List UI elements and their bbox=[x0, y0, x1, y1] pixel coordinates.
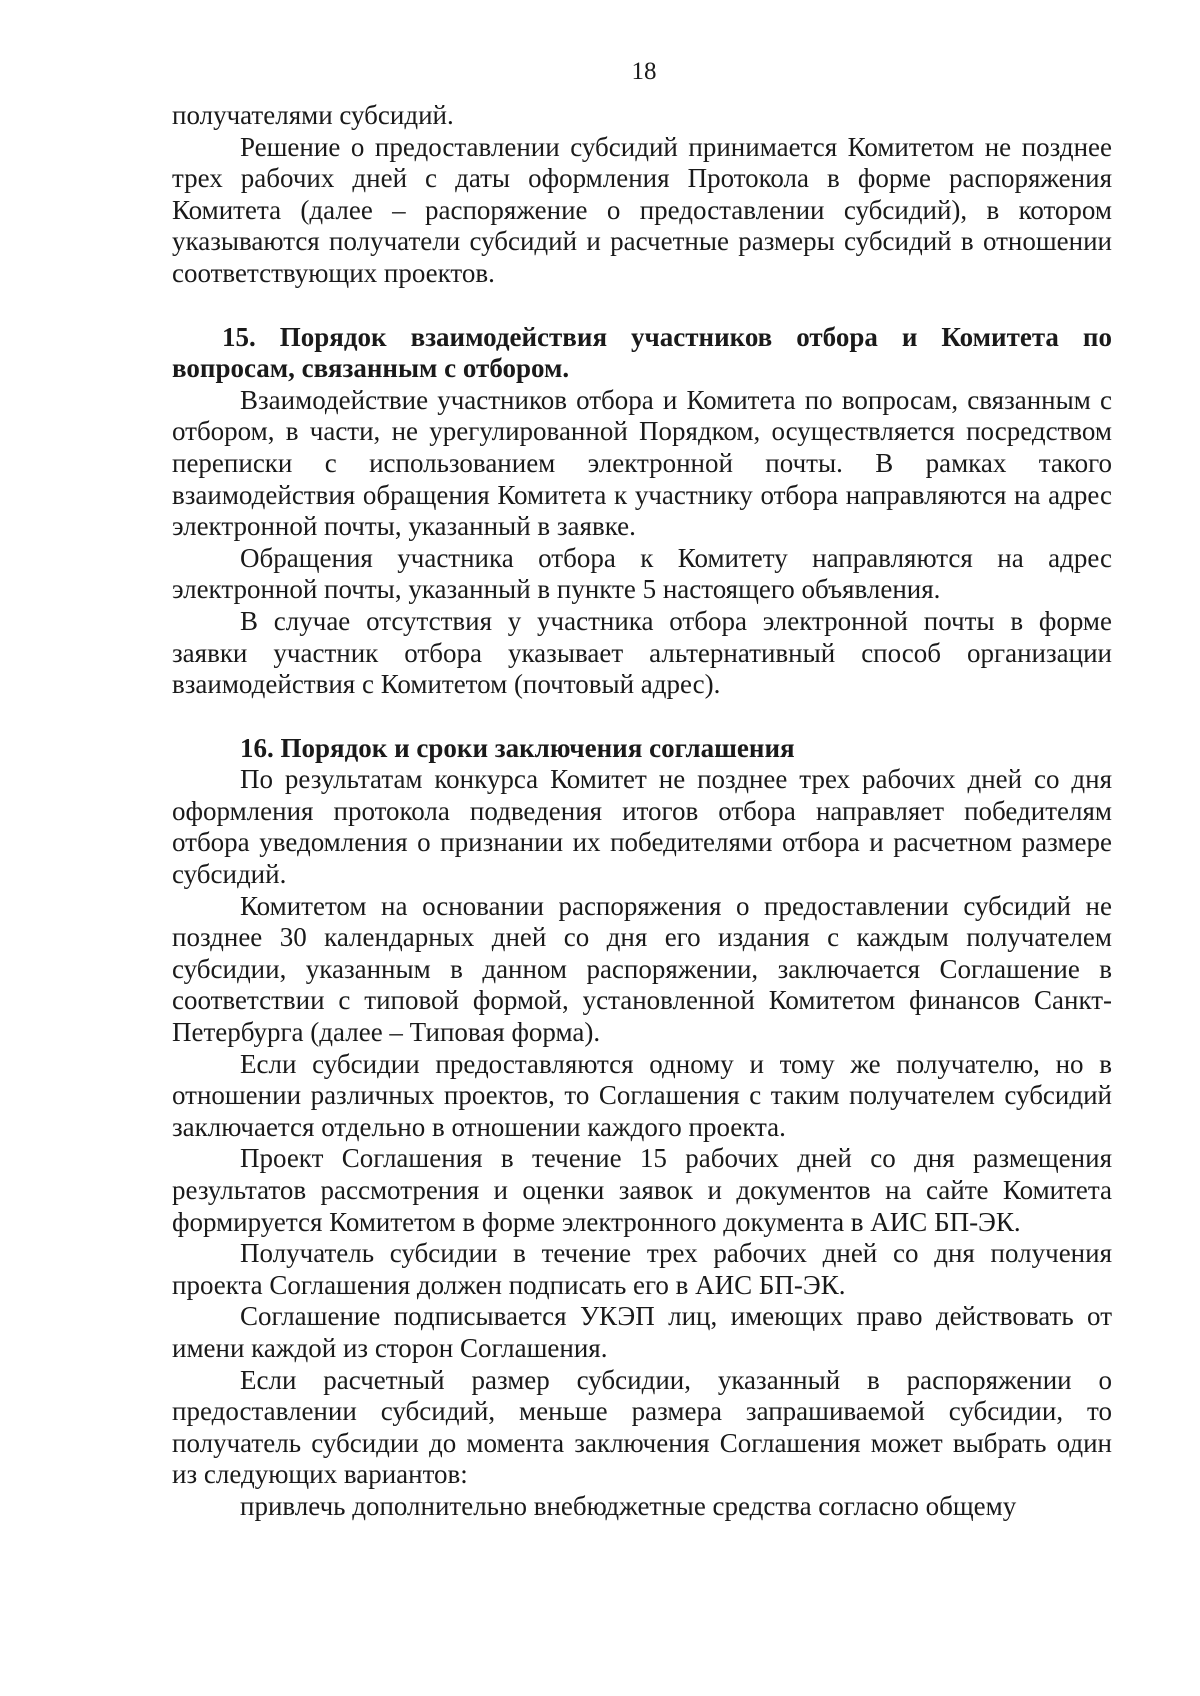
paragraph-draft-agreement: Проект Соглашения в течение 15 рабочих дней со дня размещения результатов рассмотрения и оценки заявок и документов на сайте Комитета формируется Комитетом в форме электронного документа в АИС БП-ЭК. bbox=[172, 1143, 1112, 1237]
paragraph-interaction: Взаимодействие участников отбора и Комитета по вопросам, связанным с отбором, в части, не урегулированной Порядком, осуществляется посредством переписки с использованием электронной почты. В рамках такого взаимодействия обращения Комитета к участнику отбора направляются на адрес электронной почты, указанный в заявке. bbox=[172, 384, 1112, 542]
section-heading-16: 16. Порядок и сроки заключения соглашения bbox=[240, 732, 795, 763]
paragraph-option: привлечь дополнительно внебюджетные средства согласно общему bbox=[240, 1490, 1017, 1521]
paragraph-appeals: Обращения участника отбора к Комитету направляются на адрес электронной почты, указанный в пункте 5 настоящего объявления. bbox=[172, 542, 1112, 605]
section-heading-15: 15. Порядок взаимодействия участников отбора и Комитета по вопросам, связанным с отбором. bbox=[172, 321, 1112, 384]
document-body bbox=[172, 100, 1112, 1523]
paragraph-no-email: В случае отсутствия у участника отбора электронной почты в форме заявки участник отбора указывает альтернативный способ организации взаимодействия с Комитетом (почтовый адрес). bbox=[172, 605, 1112, 700]
paragraph-recipient-signs: Получатель субсидии в течение трех рабочих дней со дня получения проекта Соглашения должен подписать его в АИС БП-ЭК. bbox=[172, 1238, 1112, 1300]
paragraph-continuation: получателями субсидий. bbox=[172, 100, 454, 130]
page-number: 18 bbox=[631, 58, 657, 85]
paragraph-signature: Соглашение подписывается УКЭП лиц, имеющих право действовать от имени каждой из сторон Соглашения. bbox=[172, 1301, 1112, 1363]
paragraph-agreement-basis: Комитетом на основании распоряжения о предоставлении субсидий не позднее 30 календарных дней со дня его издания с каждым получателем субсидии, указанным в данном распоряжении, заключается Соглашение в соответствии с типовой формой, установленной Комитетом финансов Санкт-Петербурга (далее – Типовая форма). bbox=[172, 890, 1112, 1048]
paragraph-decision: Решение о предоставлении субсидий принимается Комитетом не позднее трех рабочих дней с даты оформления Протокола в форме распоряжения Комитета (далее – распоряжение о предоставлении субсидий), в котором указываются получатели субсидий и расчетные размеры субсидий в отношении соответствующих проектов. bbox=[172, 131, 1112, 288]
paragraph-smaller-amount: Если расчетный размер субсидии, указанный в распоряжении о предоставлении субсидий, меньше размера запрашиваемой субсидии, то получатель субсидии до момента заключения Соглашения может выбрать один из следующих вариантов: bbox=[172, 1364, 1112, 1490]
paragraph-same-recipient: Если субсидии предоставляются одному и тому же получателю, но в отношении различных проектов, то Соглашения с таким получателем субсидий заключается отдельно в отношении каждого проекта. bbox=[172, 1048, 1112, 1142]
paragraph-results: По результатам конкурса Комитет не позднее трех рабочих дней со дня оформления протокола подведения итогов отбора направляет победителям отбора уведомления о признании их победителями отбора и расчетном размере субсидий. bbox=[172, 764, 1112, 890]
